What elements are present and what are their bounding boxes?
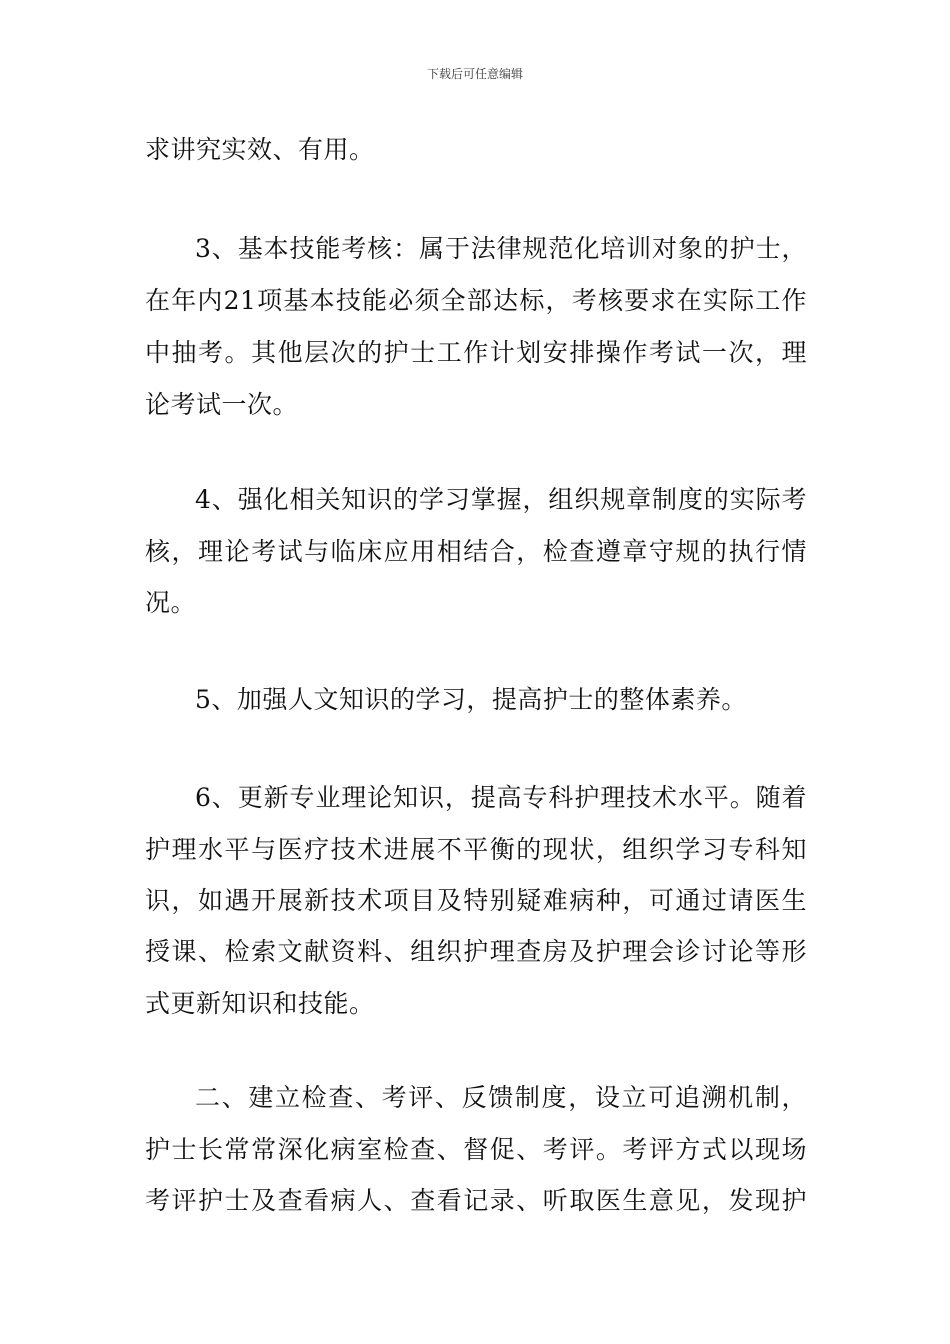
- page-header: 下载后可任意编辑: [426, 67, 523, 81]
- paragraph-line: 识，如遇开展新技术项目及特别疑难病种，可通过请医生: [145, 886, 807, 915]
- paragraph-line: 在年内21项基本技能必须全部达标，考核要求在实际工作: [145, 286, 807, 315]
- paragraph-line: 求讲究实效、有用。: [145, 135, 375, 164]
- paragraph-line: 考评护士及查看病人、查看记录、听取医生意见，发现护: [145, 1186, 807, 1215]
- paragraph-line: 5、加强人文知识的学习，提高护士的整体素养。: [195, 685, 747, 714]
- paragraph-line: 中抽考。其他层次的护士工作计划安排操作考试一次，理: [145, 338, 807, 367]
- paragraph-line: 论考试一次。: [145, 390, 299, 419]
- paragraph-line: 护理水平与医疗技术进展不平衡的现状，组织学习专科知: [145, 835, 807, 864]
- paragraph-line: 式更新知识和技能。: [145, 989, 375, 1018]
- paragraph-line: 授课、检索文献资料、组织护理查房及护理会诊讨论等形: [145, 937, 807, 966]
- paragraph-line: 况。: [145, 588, 197, 617]
- paragraph-line: 4、强化相关知识的学习掌握，组织规章制度的实际考: [195, 485, 807, 514]
- paragraph-line: 二、建立检查、考评、反馈制度，设立可追溯机制，: [195, 1083, 807, 1112]
- paragraph-line: 6、更新专业理论知识，提高专科护理技术水平。随着: [195, 783, 807, 812]
- paragraph-line: 3、基本技能考核：属于法律规范化培训对象的护士，: [195, 234, 807, 263]
- paragraph-line: 护士长常常深化病室检查、督促、考评。考评方式以现场: [145, 1135, 807, 1164]
- paragraph-line: 核，理论考试与临床应用相结合，检查遵章守规的执行情: [145, 537, 807, 566]
